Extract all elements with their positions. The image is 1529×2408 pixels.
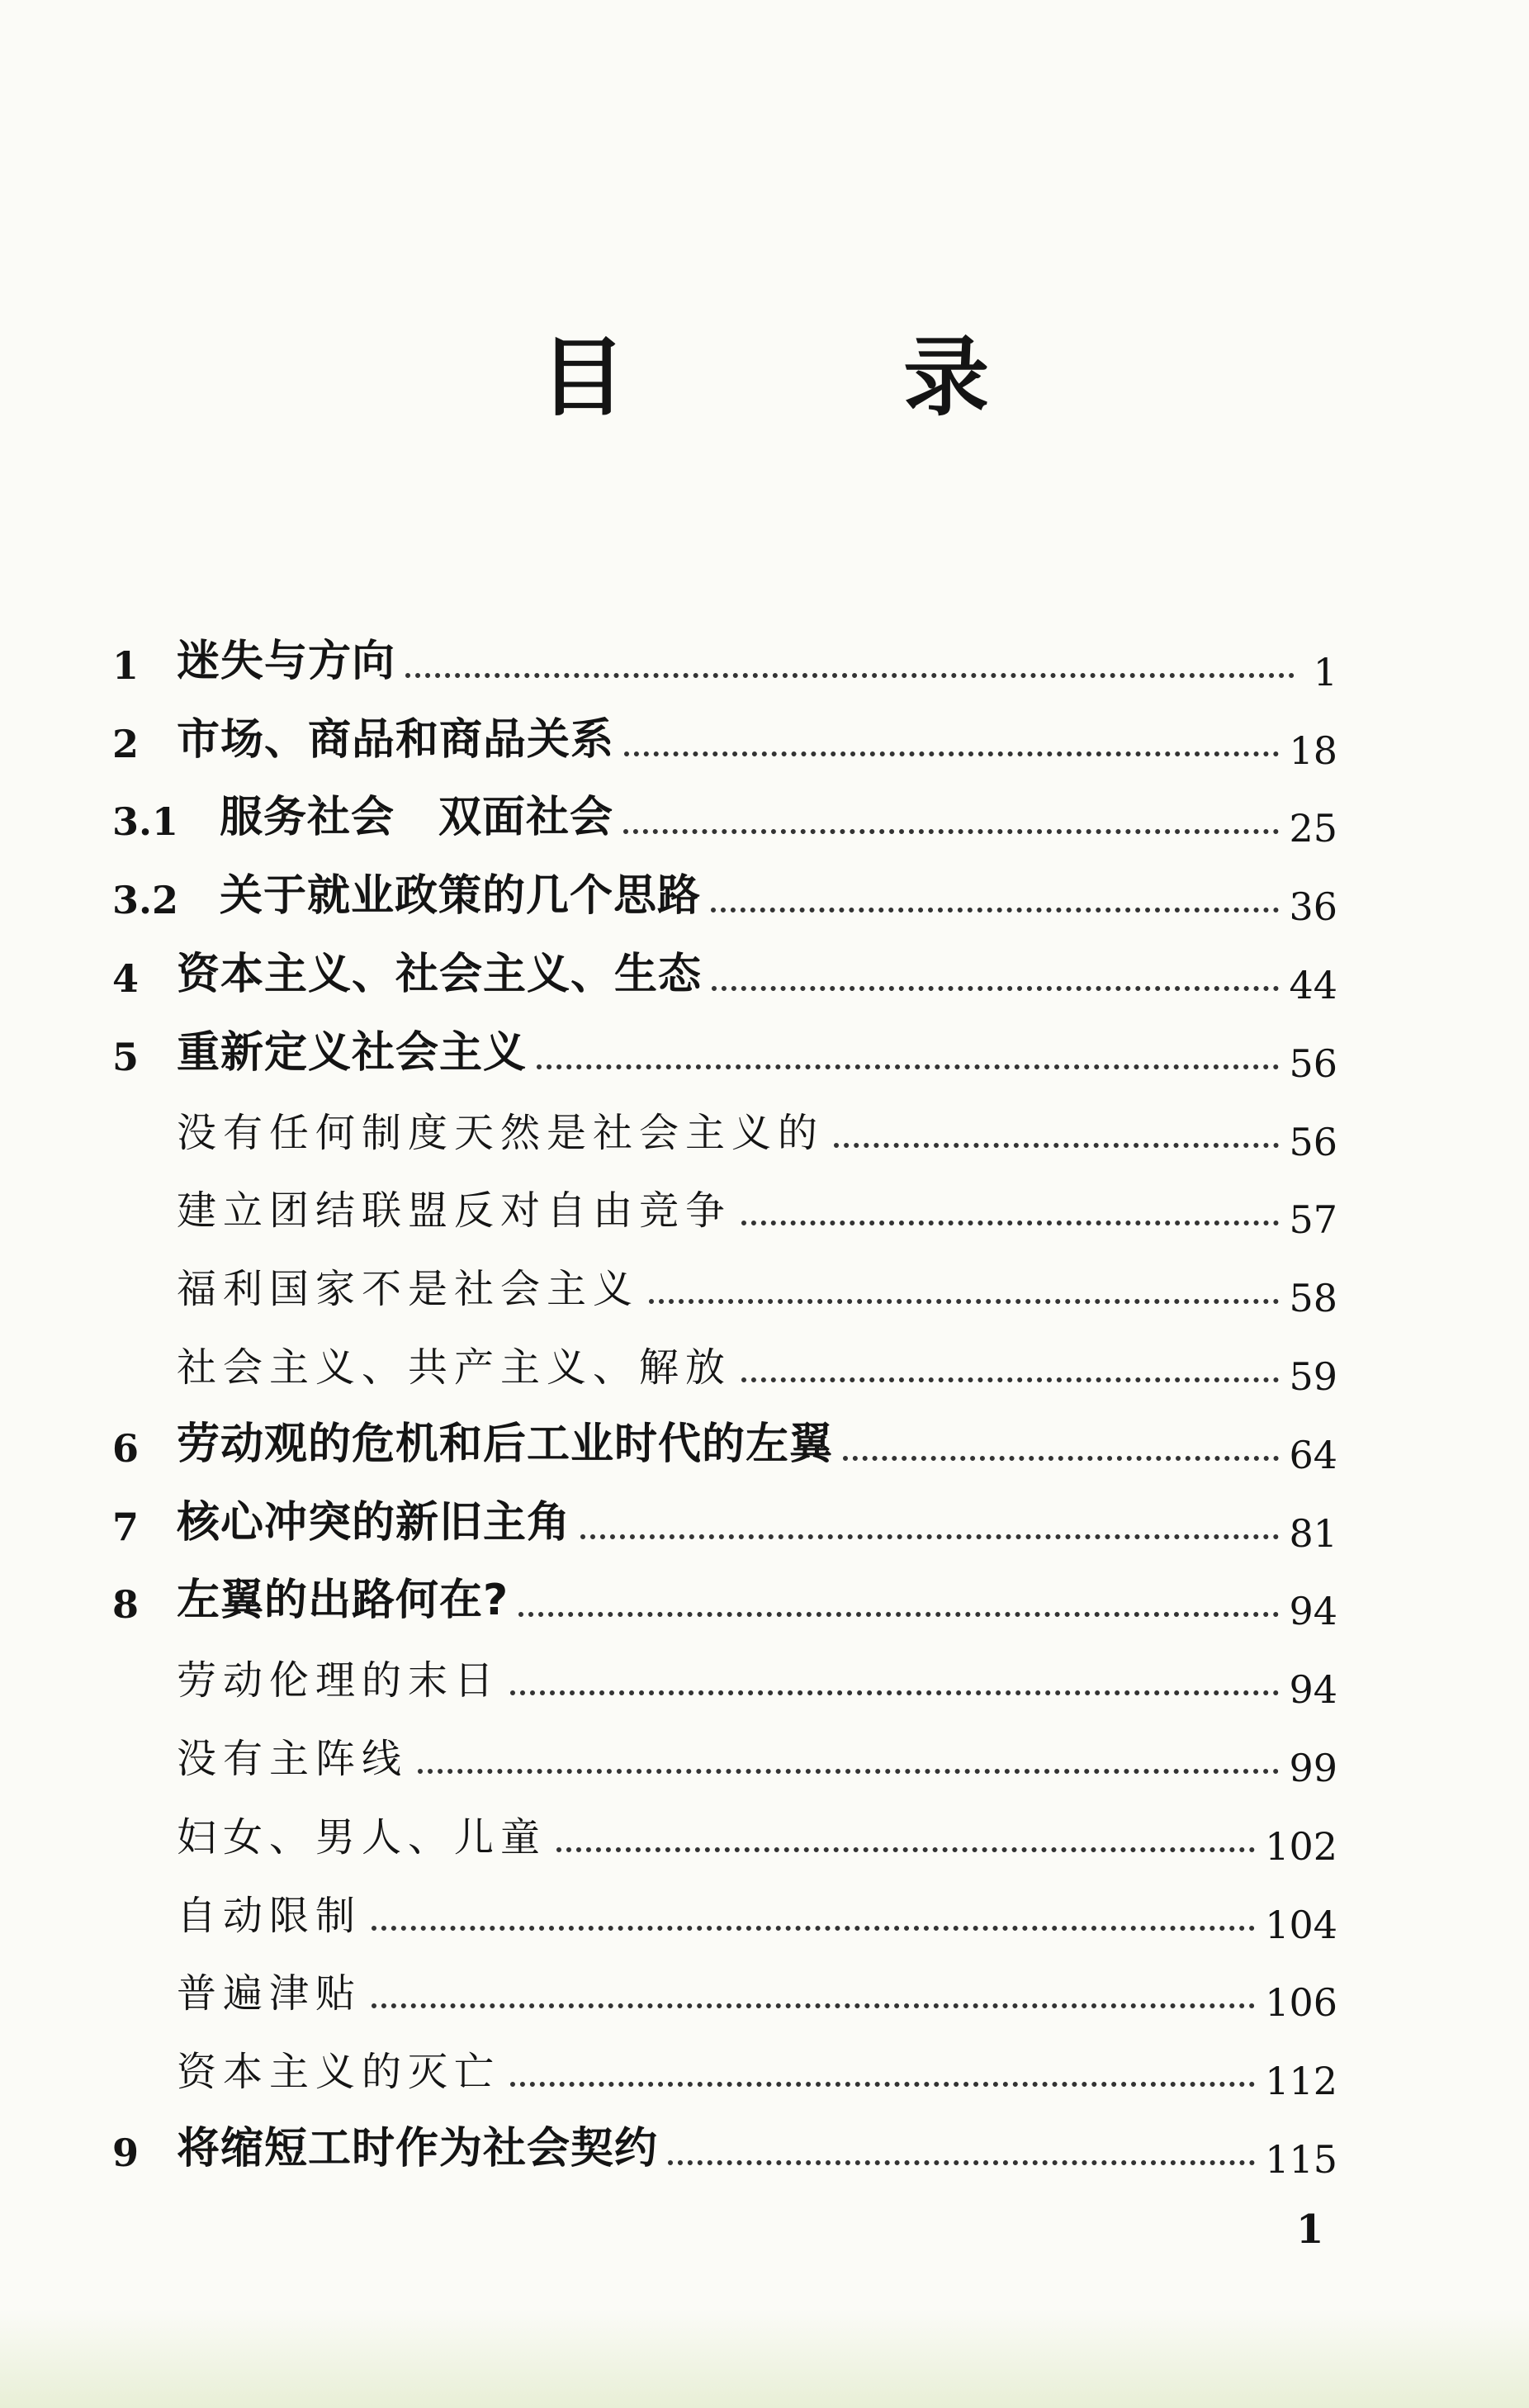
toc-entry[interactable] bbox=[112, 1471, 1337, 1556]
page-number: 81 bbox=[1289, 1510, 1337, 1556]
toc-entry[interactable] bbox=[112, 1549, 1337, 1634]
page-number: 18 bbox=[1289, 728, 1337, 773]
chapter-number: 1 bbox=[112, 642, 140, 688]
section-title: 福利国家不是社会主义 bbox=[177, 1266, 640, 1313]
chapter-title: 劳动观的危机和后工业时代的左翼 bbox=[177, 1419, 834, 1469]
chapter-number: 9 bbox=[112, 2130, 140, 2175]
dot-leader bbox=[510, 2082, 1255, 2087]
dot-leader bbox=[668, 2160, 1255, 2165]
dot-leader bbox=[580, 1534, 1279, 1539]
toc-entry[interactable] bbox=[112, 844, 1337, 930]
dot-leader bbox=[537, 1064, 1279, 1069]
dot-leader bbox=[372, 1926, 1255, 1931]
dot-leader bbox=[556, 1847, 1255, 1852]
toc-entry[interactable] bbox=[112, 1392, 1337, 1477]
toc-subentry[interactable] bbox=[112, 1158, 1337, 1243]
section-title: 没有任何制度天然是社会主义的 bbox=[177, 1109, 825, 1156]
chapter-number: 3.1 bbox=[112, 799, 179, 845]
page-number: 59 bbox=[1289, 1353, 1337, 1399]
chapter-title: 核心冲突的新旧主角 bbox=[177, 1497, 571, 1548]
toc-subentry[interactable] bbox=[112, 1941, 1337, 2026]
folio-page-number: 1 bbox=[1296, 2207, 1324, 2253]
section-title: 没有主阵线 bbox=[177, 1735, 409, 1782]
section-title: 普遍津贴 bbox=[177, 1970, 362, 2017]
dot-leader bbox=[510, 1690, 1279, 1695]
dot-leader bbox=[843, 1456, 1279, 1461]
chapter-title: 资本主义、社会主义、生态 bbox=[177, 949, 703, 999]
dot-leader bbox=[372, 2003, 1255, 2008]
toc-subentry[interactable] bbox=[112, 1079, 1337, 1164]
toc-entry[interactable] bbox=[112, 1001, 1337, 1086]
chapter-number: 6 bbox=[112, 1425, 140, 1471]
dot-leader bbox=[418, 1769, 1279, 1774]
page-number: 1 bbox=[1313, 649, 1337, 694]
dot-leader bbox=[834, 1143, 1279, 1148]
dot-leader bbox=[624, 751, 1279, 756]
page-number: 58 bbox=[1289, 1276, 1337, 1321]
page-number: 57 bbox=[1289, 1197, 1337, 1243]
page-number: 102 bbox=[1265, 1823, 1337, 1869]
page-number: 104 bbox=[1265, 1902, 1337, 1947]
page-number: 64 bbox=[1289, 1432, 1337, 1477]
chapter-number: 5 bbox=[112, 1034, 140, 1079]
chapter-number: 7 bbox=[112, 1504, 140, 1549]
toc-subentry[interactable] bbox=[112, 1314, 1337, 1399]
page-title: 目 录 bbox=[539, 327, 1114, 428]
page-number: 115 bbox=[1265, 2136, 1337, 2182]
chapter-number: 4 bbox=[112, 955, 140, 1001]
chapter-number: 3.2 bbox=[112, 878, 179, 923]
toc-entry[interactable] bbox=[112, 766, 1337, 851]
toc-subentry[interactable] bbox=[112, 2018, 1337, 2104]
page-number: 106 bbox=[1265, 1980, 1337, 2026]
section-title: 妇女、男人、儿童 bbox=[177, 1813, 547, 1861]
toc-subentry[interactable] bbox=[112, 1705, 1337, 1790]
dot-leader bbox=[649, 1299, 1279, 1304]
dot-leader bbox=[623, 829, 1279, 834]
page-number: 94 bbox=[1289, 1589, 1337, 1634]
dot-leader bbox=[711, 908, 1279, 912]
page-number: 99 bbox=[1289, 1745, 1337, 1790]
section-title: 自动限制 bbox=[177, 1892, 362, 1939]
dot-leader bbox=[741, 1377, 1279, 1382]
toc-subentry[interactable] bbox=[112, 1235, 1337, 1321]
dot-leader bbox=[405, 673, 1295, 678]
section-title: 劳动伦理的末日 bbox=[177, 1657, 501, 1704]
section-title: 资本主义的灭亡 bbox=[177, 2049, 501, 2096]
page-number: 94 bbox=[1289, 1667, 1337, 1713]
chapter-title: 关于就业政策的几个思路 bbox=[220, 871, 702, 922]
toc-subentry[interactable] bbox=[112, 1862, 1337, 1947]
dot-leader bbox=[741, 1221, 1279, 1225]
dot-leader bbox=[712, 986, 1279, 991]
toc-entry[interactable] bbox=[112, 688, 1337, 773]
chapter-title: 服务社会 双面社会 bbox=[220, 793, 614, 843]
page-number: 56 bbox=[1289, 1119, 1337, 1164]
toc-entry[interactable] bbox=[112, 922, 1337, 1007]
page-number: 25 bbox=[1289, 806, 1337, 851]
chapter-number: 8 bbox=[112, 1582, 140, 1628]
section-title: 建立团结联盟反对自由竞争 bbox=[177, 1187, 732, 1235]
toc-entry[interactable] bbox=[112, 2097, 1337, 2182]
page-number: 44 bbox=[1289, 962, 1337, 1007]
page-number: 112 bbox=[1265, 2059, 1337, 2104]
toc-subentry[interactable] bbox=[112, 1784, 1337, 1869]
chapter-title: 将缩短工时作为社会契约 bbox=[177, 2123, 659, 2173]
toc-subentry[interactable] bbox=[112, 1627, 1337, 1713]
page-number: 56 bbox=[1289, 1040, 1337, 1086]
toc-entry[interactable] bbox=[112, 609, 1337, 694]
chapter-title: 左翼的出路何在? bbox=[177, 1576, 509, 1626]
table-of-contents bbox=[112, 609, 1337, 2182]
section-title: 社会主义、共产主义、解放 bbox=[177, 1344, 732, 1391]
chapter-number: 2 bbox=[112, 721, 140, 766]
chapter-title: 重新定义社会主义 bbox=[177, 1027, 528, 1078]
chapter-title: 迷失与方向 bbox=[177, 636, 396, 686]
chapter-title: 市场、商品和商品关系 bbox=[177, 714, 615, 765]
dot-leader bbox=[518, 1612, 1279, 1617]
page-number: 36 bbox=[1289, 884, 1337, 930]
